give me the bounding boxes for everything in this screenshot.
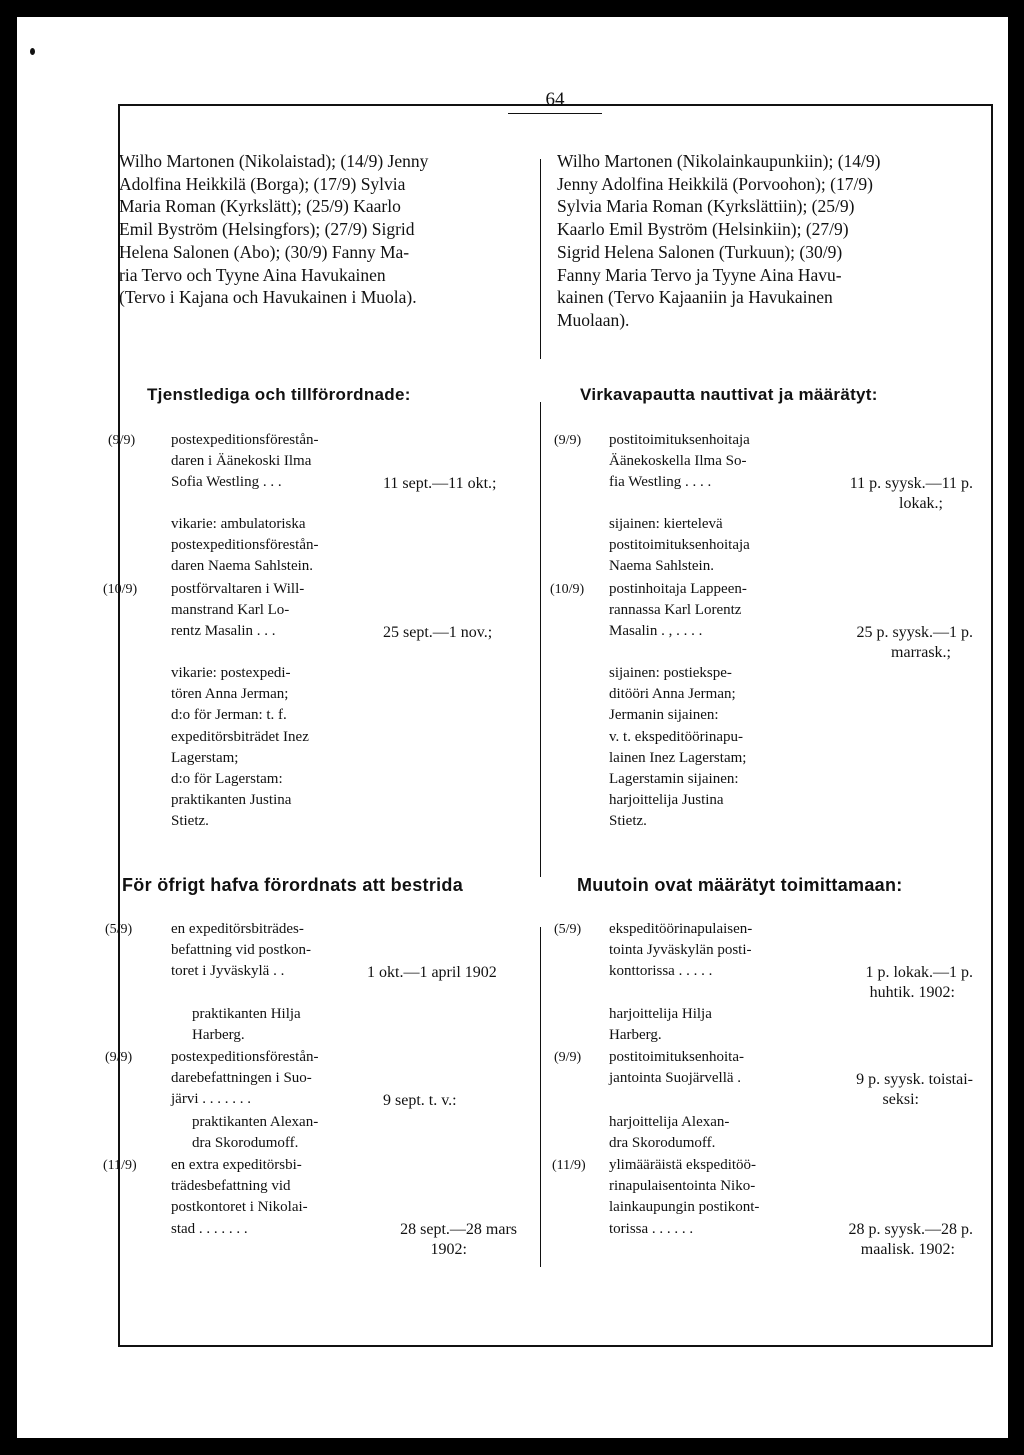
scanned-page bbox=[17, 17, 1008, 1438]
date-mark: (11/9) bbox=[103, 1158, 137, 1173]
text-line: Stietz. bbox=[171, 813, 209, 830]
text-line: vikarie: ambulatoriska bbox=[171, 516, 306, 532]
text-line: postitoimituksenhoitaja bbox=[609, 432, 750, 448]
text-line: kainen (Tervo Kajaaniin ja Havukainen bbox=[557, 287, 833, 308]
period bbox=[807, 474, 973, 514]
section-heading: För öfrigt hafva förordnats att bestrida bbox=[122, 875, 464, 895]
period bbox=[807, 963, 973, 1003]
text-line: postexpeditionsförestån- bbox=[171, 1049, 319, 1065]
substitute bbox=[171, 514, 376, 578]
text-line: Sigrid Helena Salonen (Turkuun); (30/9) bbox=[557, 241, 843, 262]
text-line: Sofia Westling . . . bbox=[171, 474, 282, 491]
text-line: Muolaan). bbox=[557, 309, 630, 330]
column-divider bbox=[540, 927, 541, 1267]
period bbox=[807, 1070, 973, 1110]
text-line: dra Skorodumoff. bbox=[609, 1135, 716, 1152]
text-line: Harberg. bbox=[609, 1027, 662, 1044]
period: 1 okt.—1 april 1902 bbox=[367, 964, 497, 981]
text-line: rinapulaisentointa Niko- bbox=[609, 1178, 756, 1195]
substitute bbox=[192, 1004, 377, 1046]
text-line: postförvaltaren i Will- bbox=[171, 581, 305, 597]
text-line: Emil Byström (Helsingfors); (27/9) Sigrid bbox=[119, 219, 415, 240]
substitute bbox=[171, 663, 376, 833]
text-line: manstrand Karl Lo- bbox=[171, 602, 290, 619]
text-line: d:o för Jerman: t. f. bbox=[171, 707, 287, 724]
text-line: 1902: bbox=[430, 1241, 467, 1258]
text-line: 11 p. syysk.—11 p. bbox=[849, 475, 973, 492]
substitute bbox=[609, 1112, 801, 1154]
text-line: sijainen: postiekspe- bbox=[609, 665, 732, 681]
text-line: ria Tervo och Tyyne Aina Havukainen bbox=[119, 264, 386, 285]
intro-finnish bbox=[557, 150, 997, 332]
period: 11 sept.—11 okt.; bbox=[383, 475, 497, 492]
text-line: maalisk. 1902: bbox=[860, 1241, 955, 1258]
text-line: 28 p. syysk.—28 p. bbox=[848, 1221, 973, 1238]
text-line: ylimääräistä ekspeditöö- bbox=[609, 1157, 757, 1173]
entry bbox=[171, 1047, 376, 1111]
column-divider bbox=[540, 159, 541, 359]
text-line: vikarie: postexpedi- bbox=[171, 665, 291, 681]
text-line: dra Skorodumoff. bbox=[192, 1135, 299, 1152]
text-line: tören Anna Jerman; bbox=[171, 686, 289, 703]
text-line: postinhoitaja Lappeen- bbox=[609, 581, 747, 597]
text-line: jantointa Suojärvellä . bbox=[609, 1070, 742, 1087]
text-line: rentz Masalin . . . bbox=[171, 623, 276, 640]
intro-swedish bbox=[119, 150, 534, 309]
substitute bbox=[609, 663, 799, 833]
text-line: huhtik. 1902: bbox=[869, 984, 955, 1001]
substitute bbox=[192, 1112, 377, 1154]
text-line: harjoittelija Justina bbox=[609, 792, 724, 809]
period bbox=[807, 623, 973, 663]
text-line: Wilho Martonen (Nikolaistad); (14/9) Jenny bbox=[119, 151, 429, 171]
text-line: en expeditörsbiträdes- bbox=[171, 921, 304, 937]
date-mark: (5/9) bbox=[105, 922, 133, 937]
text-line: Stietz. bbox=[609, 813, 647, 830]
text-line: 28 sept.—28 mars bbox=[400, 1221, 517, 1238]
text-line: Jermanin sijainen: bbox=[609, 707, 719, 724]
substitute bbox=[609, 1004, 801, 1046]
text-line: fia Westling . . . . bbox=[609, 474, 712, 491]
text-line: expeditörsbiträdet Inez bbox=[171, 728, 309, 745]
text-line: sijainen: kiertelevä bbox=[609, 516, 723, 532]
text-line: Naema Sahlstein. bbox=[609, 558, 714, 575]
text-line: tointa Jyväskylän posti- bbox=[609, 942, 752, 959]
text-line: 1 p. lokak.—1 p. bbox=[865, 964, 973, 981]
text-line: (Tervo i Kajana och Havukainen i Muola). bbox=[119, 287, 417, 308]
text-line: torissa . . . . . . bbox=[609, 1220, 694, 1237]
text-line: harjoittelija Hilja bbox=[609, 1006, 712, 1022]
text-line: Fanny Maria Tervo ja Tyyne Aina Havu- bbox=[557, 264, 842, 285]
date-mark: (9/9) bbox=[108, 433, 136, 448]
text-line: Jenny Adolfina Heikkilä (Porvoohon); (17/9) bbox=[557, 173, 873, 194]
scan-speck bbox=[30, 48, 35, 55]
text-line: en extra expeditörsbi- bbox=[171, 1157, 302, 1173]
text-line: marrask.; bbox=[891, 644, 951, 661]
entry bbox=[171, 1155, 376, 1240]
section-heading: Muutoin ovat määrätyt toimittamaan: bbox=[577, 875, 903, 895]
text-line: trädesbefattning vid bbox=[171, 1178, 291, 1195]
entry bbox=[609, 1155, 801, 1240]
entry bbox=[171, 579, 376, 643]
text-line: konttorissa . . . . . bbox=[609, 963, 713, 980]
text-line: ekspeditöörinapulaisen- bbox=[609, 921, 753, 937]
text-line: daren Naema Sahlstein. bbox=[171, 558, 314, 575]
text-line: praktikanten Alexan- bbox=[192, 1114, 319, 1130]
text-line: v. t. ekspeditöörinapu- bbox=[609, 728, 743, 745]
entry bbox=[609, 579, 799, 643]
text-line: postitoimituksenhoitaja bbox=[609, 537, 750, 554]
column-divider bbox=[540, 402, 541, 877]
period bbox=[807, 1220, 973, 1260]
text-line: lainkaupungin postikont- bbox=[609, 1199, 760, 1216]
text-line: ditööri Anna Jerman; bbox=[609, 686, 736, 703]
text-line: Helena Salonen (Abo); (30/9) Fanny Ma- bbox=[119, 241, 410, 262]
text-line: postexpeditionsförestån- bbox=[171, 432, 319, 448]
text-line: Sylvia Maria Roman (Kyrkslättiin); (25/9) bbox=[557, 196, 855, 217]
text-line: Harberg. bbox=[192, 1027, 245, 1044]
text-line: seksi: bbox=[882, 1091, 919, 1108]
text-line: befattning vid postkon- bbox=[171, 942, 311, 959]
text-line: toret i Jyväskylä . . bbox=[171, 963, 285, 980]
text-line: Maria Roman (Kyrkslätt); (25/9) Kaarlo bbox=[119, 196, 401, 217]
text-line: postexpeditionsförestån- bbox=[171, 537, 319, 554]
text-line: Lagerstam; bbox=[171, 749, 239, 766]
text-line: Äänekoskella Ilma So- bbox=[609, 453, 747, 470]
section-heading: Virkavapautta nauttivat ja määrätyt: bbox=[580, 385, 878, 404]
text-line: lokak.; bbox=[899, 495, 943, 512]
text-line: lainen Inez Lagerstam; bbox=[609, 749, 747, 766]
text-line: Wilho Martonen (Nikolainkaupunkiin); (14/9) bbox=[557, 151, 881, 171]
text-line: Lagerstamin sijainen: bbox=[609, 771, 739, 788]
text-line: rannassa Karl Lorentz bbox=[609, 602, 742, 619]
period: 25 sept.—1 nov.; bbox=[383, 624, 493, 641]
text-line: harjoittelija Alexan- bbox=[609, 1114, 730, 1130]
text-line: d:o för Lagerstam: bbox=[171, 771, 283, 788]
text-line: Adolfina Heikkilä (Borga); (17/9) Sylvia bbox=[119, 173, 406, 194]
text-line: daren i Äänekoski Ilma bbox=[171, 453, 312, 470]
date-mark: (9/9) bbox=[554, 1050, 582, 1065]
text-line: 25 p. syysk.—1 p. bbox=[856, 624, 973, 641]
period: 9 sept. t. v.: bbox=[383, 1092, 457, 1109]
text-line: praktikanten Justina bbox=[171, 792, 292, 809]
text-line: Kaarlo Emil Byström (Helsinkiin); (27/9) bbox=[557, 219, 849, 240]
text-line: postitoimituksenhoita- bbox=[609, 1049, 744, 1065]
date-mark: (11/9) bbox=[552, 1158, 586, 1173]
text-line: Masalin . , . . . . bbox=[609, 623, 703, 640]
text-line: darebefattningen i Suo- bbox=[171, 1070, 312, 1087]
substitute bbox=[609, 514, 799, 578]
date-mark: (10/9) bbox=[550, 582, 585, 597]
section-heading: Tjenstlediga och tillförordnade: bbox=[147, 385, 411, 404]
period bbox=[367, 1220, 517, 1260]
date-mark: (5/9) bbox=[554, 922, 582, 937]
date-mark: (10/9) bbox=[103, 582, 138, 597]
entry bbox=[609, 919, 801, 983]
text-line: stad . . . . . . . bbox=[171, 1220, 248, 1237]
page-number: 64 bbox=[508, 87, 602, 114]
entry bbox=[609, 430, 799, 494]
text-line: postkontoret i Nikolai- bbox=[171, 1199, 308, 1216]
text-line: praktikanten Hilja bbox=[192, 1006, 301, 1022]
entry bbox=[609, 1047, 801, 1089]
text-line: järvi . . . . . . . bbox=[171, 1091, 251, 1108]
text-line: 9 p. syysk. toistai- bbox=[856, 1071, 973, 1088]
entry bbox=[171, 430, 376, 494]
date-mark: (9/9) bbox=[554, 433, 582, 448]
entry bbox=[171, 919, 376, 983]
date-mark: (9/9) bbox=[105, 1050, 133, 1065]
